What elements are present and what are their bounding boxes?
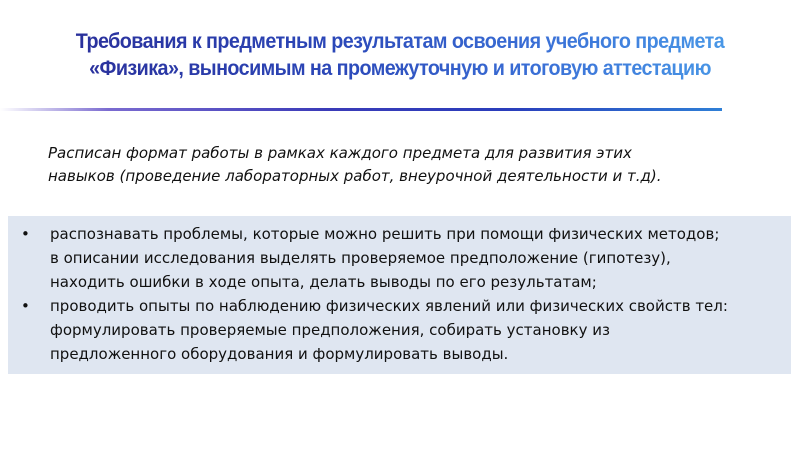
list-item-line: в описании исследования выделять проверяемое предположение (гипотезу), (50, 249, 671, 267)
requirements-box (8, 216, 791, 374)
bullet-icon: • (21, 225, 30, 243)
list-item-line: распознавать проблемы, которые можно решить при помощи физических методов; (50, 225, 720, 243)
list-item-line: предложенного оборудования и формулировать выводы. (50, 345, 509, 363)
intro-line-2: навыков (проведение лабораторных работ, внеурочной деятельности и т.д). (48, 167, 662, 185)
slide-title-line-2: «Физика», выносимым на промежуточную и итоговую аттестацию (89, 57, 711, 80)
list-item-line: проводить опыты по наблюдению физических явлений или физических свойств тел: (50, 297, 728, 315)
bullet-icon: • (21, 297, 30, 315)
slide-title (62, 28, 739, 82)
list-item (8, 222, 791, 294)
list-item-line: находить ошибки в ходе опыта, делать выводы по его результатам; (50, 273, 597, 291)
list-item (8, 294, 791, 366)
list-item-line: формулировать проверяемые предположения, собирать установку из (50, 321, 610, 339)
title-underline-divider (0, 108, 722, 111)
intro-line-1: Расписан формат работы в рамках каждого предмета для развития этих (48, 144, 632, 162)
requirements-list (8, 222, 791, 366)
slide-title-line-1: Требования к предметным результатам освоения учебного предмета (75, 30, 725, 53)
intro-paragraph (48, 142, 768, 188)
